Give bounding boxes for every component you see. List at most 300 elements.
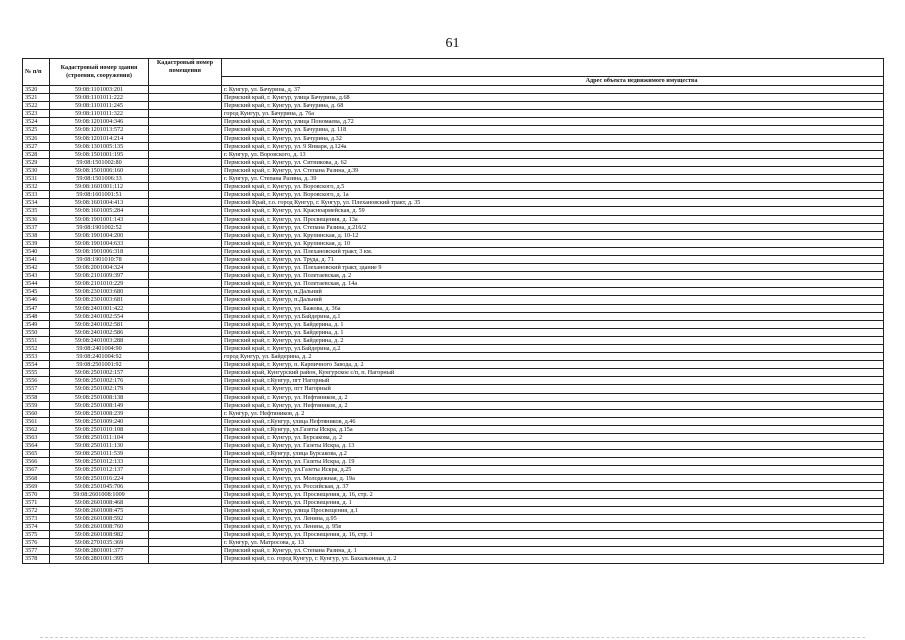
table-body: [23, 86, 884, 564]
table-row: [23, 425, 884, 433]
cadastral-building-number: 59:08:2501045:706: [50, 482, 149, 490]
table-row: [23, 102, 884, 110]
property-address: Пермский край, г. Кунгур, ул. Воровского, д. 1а: [222, 191, 884, 199]
cadastral-building-number: 59:08:1901004:200: [50, 231, 149, 239]
cadastral-room-number: [149, 223, 222, 231]
row-number: 3566: [23, 458, 50, 466]
cadastral-room-number: [149, 102, 222, 110]
table-row: [23, 401, 884, 409]
cadastral-building-number: 59:08:2501002:176: [50, 377, 149, 385]
property-address: г. Кунгур, ул. Матросова, д. 13: [222, 539, 884, 547]
table-row: [23, 175, 884, 183]
cadastral-room-number: [149, 312, 222, 320]
property-address: Пермский край, г. Кунгур, ул. Ленина, д.95: [222, 514, 884, 522]
cadastral-building-number: 59:08:2501001:92: [50, 361, 149, 369]
table-row: [23, 482, 884, 490]
property-address: Пермский край, г. Кунгур, улица Пономаева, д.72: [222, 118, 884, 126]
table-row: [23, 110, 884, 118]
row-number: 3540: [23, 247, 50, 255]
property-address: г. Кунгур, ул. Степана Разина, д. 39: [222, 175, 884, 183]
cadastral-building-number: 59:08:2501008:239: [50, 409, 149, 417]
table-row: [23, 207, 884, 215]
cadastral-room-number: [149, 490, 222, 498]
cadastral-building-number: 59:08:2801001:377: [50, 547, 149, 555]
property-address: Пермский край, г. Кунгур, ул. Молодежная, д. 19а: [222, 474, 884, 482]
property-address: Пермский край, г.Кунгур, пгт Нагорный: [222, 377, 884, 385]
table-row: [23, 361, 884, 369]
cadastral-building-number: 59:08:2601008:1009: [50, 490, 149, 498]
cadastral-building-number: 59:08:2401004:90: [50, 345, 149, 353]
property-address: Пермский край, г. Кунгур, пгт Нагорный: [222, 385, 884, 393]
row-number: 3558: [23, 393, 50, 401]
table-row: [23, 183, 884, 191]
table-row: [23, 369, 884, 377]
row-number: 3528: [23, 150, 50, 158]
property-address: город Кунгур, ул. Бачурина, д. 76а: [222, 110, 884, 118]
cadastral-building-number: 59:08:2401001:422: [50, 304, 149, 312]
row-number: 3533: [23, 191, 50, 199]
row-number: 3547: [23, 304, 50, 312]
property-address: Пермский край, г. Кунгур, ул. Просвещения, д. 16, стр. 1: [222, 531, 884, 539]
page-number: 61: [445, 36, 460, 51]
cadastral-building-number: 59:08:1901010:78: [50, 255, 149, 263]
cadastral-building-number: 59:08:2601008:760: [50, 523, 149, 531]
header-num: № п/п: [23, 59, 50, 86]
cadastral-room-number: [149, 401, 222, 409]
row-number: 3573: [23, 514, 50, 522]
cadastral-room-number: [149, 539, 222, 547]
cadastral-room-number: [149, 231, 222, 239]
table-row: [23, 345, 884, 353]
table-row: [23, 264, 884, 272]
property-address: Пермский край, г. Кунгур, ул. Плехановский тракт, 3 км.: [222, 247, 884, 255]
table-row: [23, 86, 884, 94]
cadastral-building-number: 59:08:2601008:475: [50, 506, 149, 514]
property-address: Пермский край, г. Кунгур, ул. Байдерина, д. 1: [222, 328, 884, 336]
table-row: [23, 531, 884, 539]
property-address: Пермский край, г. Кунгур, ул. Ленина, д. 95в: [222, 523, 884, 531]
cadastral-room-number: [149, 183, 222, 191]
property-address: Пермский край, г. Кунгур, ул. Просвещения, д. 13а: [222, 215, 884, 223]
cadastral-room-number: [149, 336, 222, 344]
property-address: Пермский край, г. Кунгур, ул. Полетаевская, д. 14а: [222, 280, 884, 288]
table-row: [23, 514, 884, 522]
property-address: Пермский край, Кунгурский район, Кунгурское с/п, п. Нагорный: [222, 369, 884, 377]
cadastral-building-number: 59:08:1501002:80: [50, 158, 149, 166]
property-table: [22, 58, 884, 564]
row-number: 3523: [23, 110, 50, 118]
row-number: 3526: [23, 134, 50, 142]
row-number: 3563: [23, 434, 50, 442]
cadastral-building-number: 59:08:2501002:157: [50, 369, 149, 377]
cadastral-room-number: [149, 328, 222, 336]
property-address: Пермский край, г. Кунгур, ул. Плехановский тракт, здание 9: [222, 264, 884, 272]
cadastral-room-number: [149, 296, 222, 304]
cadastral-building-number: 59:08:2501008:149: [50, 401, 149, 409]
property-address: г. Кунгур, ул. Нефтяников, д. 2: [222, 409, 884, 417]
row-number: 3521: [23, 94, 50, 102]
cadastral-room-number: [149, 458, 222, 466]
cadastral-room-number: [149, 288, 222, 296]
property-address: Пермский край, г. Кунгур, ул. Труда, д. 71: [222, 255, 884, 263]
cadastral-building-number: 59:08:1601005:284: [50, 207, 149, 215]
table-row: [23, 166, 884, 174]
cadastral-building-number: 59:08:2501010:108: [50, 425, 149, 433]
property-address: Пермский край, г. Кунгур, ул. Бачурина, д.32: [222, 134, 884, 142]
cadastral-room-number: [149, 94, 222, 102]
row-number: 3550: [23, 328, 50, 336]
row-number: 3525: [23, 126, 50, 134]
property-address: Пермский край, г. Кунгур, ул. Ситникова, д. 62: [222, 158, 884, 166]
property-address: Пермский край, г.Кунгур, улица Нефтяников, д.46: [222, 417, 884, 425]
row-number: 3545: [23, 288, 50, 296]
row-number: 3531: [23, 175, 50, 183]
row-number: 3577: [23, 547, 50, 555]
cadastral-building-number: 59:08:1501006:160: [50, 166, 149, 174]
property-address: Пермский край, г. Кунгур, ул. Газеты Искра, д. 19: [222, 458, 884, 466]
property-address: Пермский край, г. Кунгур, улица Просвещения, д.1: [222, 506, 884, 514]
cadastral-building-number: 59:08:2101010:229: [50, 280, 149, 288]
property-address: Пермский край, г. Кунгур, ул. Байдерина, д. 2: [222, 336, 884, 344]
property-address: Пермский край, г. Кунгур, ул. 9 Января, д.124а: [222, 142, 884, 150]
row-number: 3559: [23, 401, 50, 409]
cadastral-room-number: [149, 126, 222, 134]
cadastral-room-number: [149, 417, 222, 425]
cadastral-building-number: 59:08:2301003:680: [50, 288, 149, 296]
table-row: [23, 490, 884, 498]
cadastral-room-number: [149, 434, 222, 442]
property-address: Пермский край, г. Кунгур, ул. Крупинская, д. 10: [222, 239, 884, 247]
property-address: Пермский край, г. Кунгур, ул. Российская, д. 37: [222, 482, 884, 490]
property-address: Пермский край, г. Кунгур, ул. Воровского, д.5: [222, 183, 884, 191]
cadastral-room-number: [149, 272, 222, 280]
cadastral-building-number: 59:08:2501016:224: [50, 474, 149, 482]
cadastral-room-number: [149, 215, 222, 223]
table-row: [23, 126, 884, 134]
row-number: 3549: [23, 320, 50, 328]
table-row: [23, 312, 884, 320]
property-address: Пермский край, г.о. город Кунгур, г. Кунгур, ул. Бахальонная, д. 2: [222, 555, 884, 563]
row-number: 3552: [23, 345, 50, 353]
row-number: 3551: [23, 336, 50, 344]
property-address: Пермский край, г.Кунгур, ул.Газеты Искра, д.15а: [222, 425, 884, 433]
property-address: Пермский край, г. Кунгур, ул.Байдерина, д.1: [222, 312, 884, 320]
row-number: 3524: [23, 118, 50, 126]
table-row: [23, 523, 884, 531]
cadastral-building-number: 59:08:2401003:288: [50, 336, 149, 344]
property-address: Пермский край, г. Кунгур, ул. Степана Разина, д. 1: [222, 547, 884, 555]
cadastral-building-number: 59:08:2501002:179: [50, 385, 149, 393]
cadastral-building-number: 59:08:2401004:92: [50, 353, 149, 361]
table-row: [23, 385, 884, 393]
cadastral-room-number: [149, 393, 222, 401]
row-number: 3542: [23, 264, 50, 272]
cadastral-room-number: [149, 369, 222, 377]
cadastral-building-number: 59:08:1501001:195: [50, 150, 149, 158]
row-number: 3532: [23, 183, 50, 191]
table-row: [23, 94, 884, 102]
cadastral-building-number: 59:08:2501008:138: [50, 393, 149, 401]
table-row: [23, 353, 884, 361]
cadastral-room-number: [149, 304, 222, 312]
table-row: [23, 555, 884, 563]
cadastral-building-number: 59:08:1101011:222: [50, 94, 149, 102]
cadastral-building-number: 59:08:2501011:130: [50, 442, 149, 450]
cadastral-room-number: [149, 482, 222, 490]
header-cad-room: Кадастровый номер помещения: [149, 59, 222, 86]
table-row: [23, 191, 884, 199]
cadastral-building-number: 59:08:1901006:318: [50, 247, 149, 255]
cadastral-building-number: 59:08:2501011:539: [50, 450, 149, 458]
cadastral-building-number: 59:08:2401002:586: [50, 328, 149, 336]
property-address: Пермский край, г. Кунгур, ул. Просвещения, д. 1: [222, 498, 884, 506]
table-row: [23, 442, 884, 450]
property-address: Пермский край, г. Кунгур, п.Дальний: [222, 296, 884, 304]
cadastral-room-number: [149, 142, 222, 150]
cadastral-room-number: [149, 555, 222, 563]
row-number: 3520: [23, 86, 50, 94]
property-address: Пермский край, г. Кунгур, ул. Нефтяников, д. 2: [222, 393, 884, 401]
property-address: Пермский край, г. Кунгур, ул. Степана Разина, д.39: [222, 166, 884, 174]
cadastral-room-number: [149, 158, 222, 166]
cadastral-room-number: [149, 361, 222, 369]
property-address: Пермский край, г. Кунгур, улица Бачурина, д.68: [222, 94, 884, 102]
cadastral-building-number: 59:08:2101009:397: [50, 272, 149, 280]
property-address: Пермский край, г. Кунгур, ул. Газеты Искра, д. 13: [222, 442, 884, 450]
header-address: Адрес объекта недвижимого имущества: [222, 77, 884, 86]
cadastral-room-number: [149, 442, 222, 450]
table-row: [23, 272, 884, 280]
row-number: 3555: [23, 369, 50, 377]
property-address: Пермский край, г. Кунгур, ул. Крупинская, д. 10-12: [222, 231, 884, 239]
cadastral-building-number: 59:08:2501011:104: [50, 434, 149, 442]
table-row: [23, 474, 884, 482]
cadastral-room-number: [149, 385, 222, 393]
cadastral-room-number: [149, 425, 222, 433]
property-address: Пермский край, г. Кунгур, ул.Газеты Искра, д.25: [222, 466, 884, 474]
row-number: 3537: [23, 223, 50, 231]
property-address: Пермский край, г. Кунгур, ул.Байдерина, д.2: [222, 345, 884, 353]
row-number: 3565: [23, 450, 50, 458]
table-row: [23, 417, 884, 425]
cadastral-building-number: 59:08:2801001:395: [50, 555, 149, 563]
property-address: Пермский край, г. Кунгур, ул. Нефтяников, д. 2: [222, 401, 884, 409]
cadastral-building-number: 59:08:2601008:982: [50, 531, 149, 539]
cadastral-room-number: [149, 345, 222, 353]
cadastral-room-number: [149, 175, 222, 183]
property-address: город Кунгур, ул. Байдерина, д. 2: [222, 353, 884, 361]
cadastral-building-number: 59:08:1101003:201: [50, 86, 149, 94]
cadastral-room-number: [149, 280, 222, 288]
row-number: 3557: [23, 385, 50, 393]
table-row: [23, 466, 884, 474]
cadastral-building-number: 59:08:1901002:52: [50, 223, 149, 231]
row-number: 3535: [23, 207, 50, 215]
table-row: [23, 296, 884, 304]
row-number: 3568: [23, 474, 50, 482]
cadastral-room-number: [149, 110, 222, 118]
row-number: 3529: [23, 158, 50, 166]
cadastral-room-number: [149, 191, 222, 199]
cadastral-room-number: [149, 506, 222, 514]
table-row: [23, 458, 884, 466]
row-number: 3546: [23, 296, 50, 304]
table-row: [23, 539, 884, 547]
table-row: [23, 336, 884, 344]
row-number: 3541: [23, 255, 50, 263]
table-row: [23, 328, 884, 336]
row-number: 3553: [23, 353, 50, 361]
property-address: Пермский край, г. Кунгур, ул. Бажова, д. 36а: [222, 304, 884, 312]
table-row: [23, 393, 884, 401]
table-row: [23, 498, 884, 506]
row-number: 3544: [23, 280, 50, 288]
property-address: Пермский край, г. Кунгур, ул. Степана Разина, д.216/2: [222, 223, 884, 231]
cadastral-room-number: [149, 239, 222, 247]
cadastral-building-number: 59:08:1201013:572: [50, 126, 149, 134]
cadastral-building-number: 59:08:2501009:240: [50, 417, 149, 425]
cadastral-room-number: [149, 86, 222, 94]
cadastral-building-number: 59:08:2301003:681: [50, 296, 149, 304]
cadastral-building-number: 59:08:2601008:468: [50, 498, 149, 506]
row-number: 3569: [23, 482, 50, 490]
table-row: [23, 118, 884, 126]
cadastral-room-number: [149, 523, 222, 531]
row-number: 3561: [23, 417, 50, 425]
cadastral-building-number: 59:08:2401002:581: [50, 320, 149, 328]
cadastral-building-number: 59:08:1101011:322: [50, 110, 149, 118]
cadastral-room-number: [149, 264, 222, 272]
property-address: Пермский Край, г.о. город Кунгур, г. Кунгур, ул. Плехановский тракт, д. 35: [222, 199, 884, 207]
cadastral-building-number: 59:08:2501012:137: [50, 466, 149, 474]
cadastral-room-number: [149, 134, 222, 142]
cadastral-building-number: 59:08:2401002:554: [50, 312, 149, 320]
row-number: 3567: [23, 466, 50, 474]
table-row: [23, 134, 884, 142]
cadastral-building-number: 59:08:2001004:324: [50, 264, 149, 272]
property-address: Пермский край, г. Кунгур, ул. Полетаевская, д. 2: [222, 272, 884, 280]
table-row: [23, 223, 884, 231]
row-number: 3574: [23, 523, 50, 531]
cadastral-room-number: [149, 207, 222, 215]
property-address: Пермский край, г.Кунгур, улица Бурсакова, д.2: [222, 450, 884, 458]
property-address: Пермский край, г. Кунгур, ул. Бачурина, д. 68: [222, 102, 884, 110]
property-address: Пермский край, г. Кунгур, ул. Бачурина, д. 118: [222, 126, 884, 134]
row-number: 3564: [23, 442, 50, 450]
cadastral-building-number: 59:08:1201014:214: [50, 134, 149, 142]
row-number: 3560: [23, 409, 50, 417]
row-number: 3538: [23, 231, 50, 239]
table-row: [23, 247, 884, 255]
property-address: Пермский край, г. Кунгур, п.Дальний: [222, 288, 884, 296]
cadastral-building-number: 59:08:1301005:135: [50, 142, 149, 150]
cadastral-room-number: [149, 150, 222, 158]
cadastral-building-number: 59:08:2701035:369: [50, 539, 149, 547]
row-number: 3578: [23, 555, 50, 563]
cadastral-room-number: [149, 498, 222, 506]
property-address: Пермский край, г. Кунгур, ул. Байдерина, д. 1: [222, 320, 884, 328]
table-row: [23, 158, 884, 166]
property-address: г. Кунгур, ул. Бачурина, д. 37: [222, 86, 884, 94]
table-row: [23, 142, 884, 150]
cadastral-building-number: 59:08:1601001:112: [50, 183, 149, 191]
cadastral-building-number: 59:08:1601004:413: [50, 199, 149, 207]
table-row: [23, 434, 884, 442]
row-number: 3575: [23, 531, 50, 539]
cadastral-room-number: [149, 166, 222, 174]
cadastral-room-number: [149, 450, 222, 458]
table-row: [23, 320, 884, 328]
cadastral-room-number: [149, 514, 222, 522]
cadastral-room-number: [149, 547, 222, 555]
table-row: [23, 280, 884, 288]
cadastral-room-number: [149, 247, 222, 255]
table-row: [23, 239, 884, 247]
cadastral-room-number: [149, 320, 222, 328]
cadastral-building-number: 59:08:1901001:143: [50, 215, 149, 223]
cadastral-building-number: 59:08:1501006:33: [50, 175, 149, 183]
row-number: 3527: [23, 142, 50, 150]
table-row: [23, 506, 884, 514]
cadastral-room-number: [149, 199, 222, 207]
row-number: 3530: [23, 166, 50, 174]
property-address: Пермский край, г. Кунгур, п. Карпичного Завода, д. 2: [222, 361, 884, 369]
table-row: [23, 377, 884, 385]
row-number: 3572: [23, 506, 50, 514]
row-number: 3556: [23, 377, 50, 385]
row-number: 3543: [23, 272, 50, 280]
row-number: 3539: [23, 239, 50, 247]
header-cad-building: Кадастровый номер здания (строения, сооружения): [50, 59, 149, 86]
cadastral-room-number: [149, 531, 222, 539]
row-number: 3562: [23, 425, 50, 433]
cadastral-building-number: 59:08:2501012:133: [50, 458, 149, 466]
cadastral-room-number: [149, 377, 222, 385]
cadastral-room-number: [149, 474, 222, 482]
property-address: Пермский край, г. Кунгур, ул. Просвещения, д. 16, стр. 2: [222, 490, 884, 498]
cadastral-building-number: 59:08:1601001:51: [50, 191, 149, 199]
row-number: 3548: [23, 312, 50, 320]
cadastral-room-number: [149, 118, 222, 126]
table-row: [23, 150, 884, 158]
table-row: [23, 304, 884, 312]
table-row: [23, 199, 884, 207]
header-addr-blank: [222, 59, 884, 77]
row-number: 3570: [23, 490, 50, 498]
cadastral-room-number: [149, 353, 222, 361]
row-number: 3536: [23, 215, 50, 223]
cadastral-room-number: [149, 466, 222, 474]
table-row: [23, 231, 884, 239]
cadastral-room-number: [149, 409, 222, 417]
cadastral-building-number: 59:08:1201004:346: [50, 118, 149, 126]
cadastral-building-number: 59:08:1901004:633: [50, 239, 149, 247]
table-row: [23, 409, 884, 417]
table-row: [23, 547, 884, 555]
table-row: [23, 255, 884, 263]
property-address: г. Кунгур, ул. Воровского, д. 13: [222, 150, 884, 158]
table-row: [23, 215, 884, 223]
cadastral-room-number: [149, 255, 222, 263]
row-number: 3571: [23, 498, 50, 506]
table-row: [23, 288, 884, 296]
row-number: 3534: [23, 199, 50, 207]
row-number: 3522: [23, 102, 50, 110]
property-address: Пермский край, г. Кунгур, ул. Бурсакова, д. 2: [222, 434, 884, 442]
row-number: 3576: [23, 539, 50, 547]
property-address: Пермский край, г. Кунгур, ул. Красноармейская, д. 59: [222, 207, 884, 215]
table-row: [23, 450, 884, 458]
